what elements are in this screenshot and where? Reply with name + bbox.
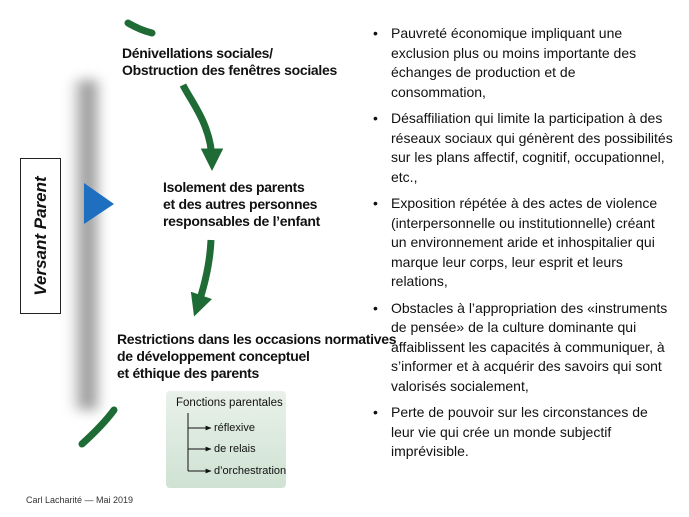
- bullet-icon: •: [373, 299, 378, 316]
- fonctions-parentales-box: [166, 391, 286, 488]
- bullet-icon: •: [373, 110, 378, 126]
- list-item: • Obstacles à l’appropriation des «instruments de pensée» de la culture dominante qui affaiblissent les capacités à communiquer, à s’informer et à acquérir des savoirs qui sont valorisés socialement,: [373, 299, 668, 394]
- top-partial-arrow: [128, 23, 152, 33]
- fonction-item: de relais: [214, 443, 256, 455]
- bullet-list: [373, 24, 673, 469]
- stage-1-text: Dénivellations sociales/ Obstruction des fenêtres sociales: [122, 45, 337, 78]
- bullet-icon: •: [373, 195, 378, 211]
- list-item: • Pauvreté économique impliquant une exclusion plus ou moins importante des échanges de production et de consommation,: [373, 25, 637, 100]
- credit-footer: Carl Lacharité — Mai 2019: [26, 495, 134, 505]
- arrow-stage2-to-stage3: [197, 240, 211, 308]
- bullet-icon: •: [373, 25, 378, 41]
- stage-2-text: Isolement des parents et des autres personnes responsables de l’enfant: [163, 179, 320, 229]
- fonction-item: d’orchestration: [214, 465, 287, 477]
- bullet-icon: •: [373, 404, 378, 420]
- blue-pointer-icon: [84, 183, 114, 224]
- arrow-stage1-to-stage2: [183, 85, 212, 162]
- bottom-partial-arrow: [82, 410, 114, 444]
- side-label: Versant Parent: [30, 176, 50, 296]
- side-label-box: [20, 158, 61, 314]
- fonctions-title: Fonctions parentales: [176, 397, 283, 409]
- list-item: • Désaffiliation qui limite la participation à des réseaux sociaux qui génèrent des possibilités sur les plans affectif, cognitif, occupationnel, etc.,: [373, 110, 673, 185]
- fonction-item: réflexive: [214, 422, 255, 434]
- stage-3-text: Restrictions dans les occasions normatives de développement conceptuel et éthique des parents: [117, 331, 397, 381]
- list-item: • Perte de pouvoir sur les circonstances de leur vie qui crée un monde subjectif imprévisible.: [373, 404, 648, 459]
- list-item: • Exposition répétée à des actes de violence (interpersonnelle ou institutionnelle) créant un environnement aride et inhospitalier qui marque leur corps, leur esprit et leurs relations,: [373, 195, 658, 289]
